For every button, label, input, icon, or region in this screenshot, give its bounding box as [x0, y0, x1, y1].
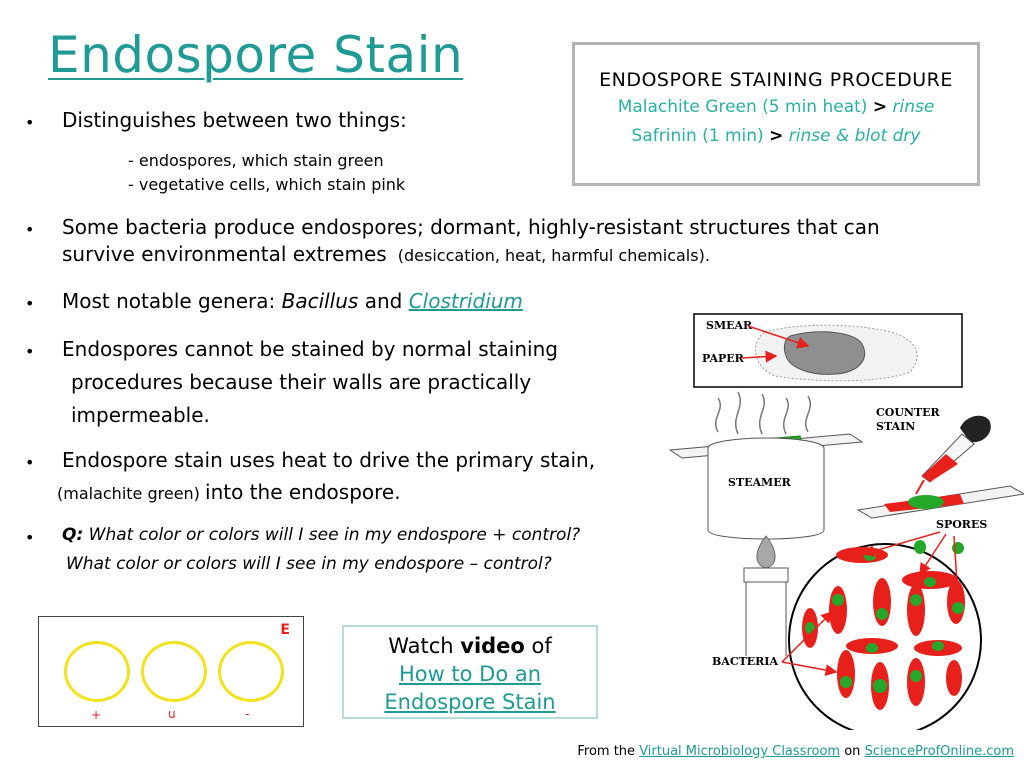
label-spores: SPORES: [936, 518, 988, 531]
procedure-box: [572, 42, 980, 186]
footer-link-site[interactable]: ScienceProfOnline.com: [864, 744, 1014, 759]
label-paper: PAPER: [702, 352, 744, 365]
video-watch: Watch: [388, 634, 454, 658]
footer-link-classroom[interactable]: Virtual Microbiology Classroom: [639, 744, 841, 759]
steam-line: [736, 392, 741, 434]
procedure-step1: [575, 97, 977, 117]
bullet-marker: •: [25, 528, 35, 547]
steam-line: [784, 398, 789, 434]
bullet-marker: •: [25, 453, 35, 472]
label-stain: STAIN: [876, 420, 916, 433]
step2-action: rinse & blot dry: [788, 126, 921, 146]
bullet-distinguishes: Distinguishes between two things:: [62, 108, 407, 132]
control-circle-positive: [64, 641, 130, 702]
step2-arrow: >: [769, 126, 784, 146]
question-line2: What color or colors will I see in my endospore – control?: [66, 554, 552, 574]
procedure-title: ENDOSPORE STAINING PROCEDURE: [599, 69, 953, 91]
step1-arrow: >: [872, 97, 888, 117]
green-clump: [908, 495, 944, 509]
control-label-plus: +: [91, 708, 102, 722]
clostridium-link[interactable]: Clostridium: [408, 289, 523, 313]
sub-endospores-green: - endospores, which stain green: [128, 151, 384, 170]
control-label-minus: -: [245, 707, 250, 721]
bullet-marker: •: [25, 220, 35, 239]
steam-line: [806, 396, 811, 432]
bullet-genera: [62, 289, 523, 313]
step1-stain: Malachite Green (5 min heat): [617, 97, 868, 117]
into-endospore: into the endospore.: [205, 480, 401, 504]
control-circle-negative: [218, 641, 284, 702]
control-label-u: u: [168, 707, 176, 721]
extremes-paren: (desiccation, heat, harmful chemicals).: [397, 246, 710, 265]
video-of: of: [531, 634, 552, 658]
question-plus: What color or colors will I see in my endospore + control?: [88, 525, 581, 545]
sub-vegetative-pink: - vegetative cells, which stain pink: [128, 175, 406, 194]
label-smear: SMEAR: [706, 319, 753, 332]
control-circle-unknown: [141, 641, 207, 702]
footer-on: on: [844, 744, 861, 759]
video-link-line1[interactable]: How to Do an: [398, 662, 542, 686]
step1-action: rinse: [892, 97, 935, 117]
bullet-endospores-line2: [62, 242, 710, 266]
bullet-endospores-line1: Some bacteria produce endospores; dormant, highly-resistant structures that can: [62, 215, 880, 239]
bullet-cannot-line2: procedures because their walls are practically: [71, 370, 532, 394]
burner-flame: [757, 536, 775, 568]
smear-shape: [784, 332, 864, 374]
page-title: Endospore Stain: [48, 26, 464, 84]
bullet-marker: •: [25, 342, 35, 361]
genera-and: and: [364, 289, 403, 313]
steam-line: [760, 394, 765, 434]
steamer-body: [708, 448, 824, 539]
bullet-marker: •: [25, 113, 35, 132]
steam-line: [716, 398, 721, 432]
video-box: [342, 625, 598, 719]
bullet-cannot-line3: impermeable.: [71, 403, 210, 427]
bullet-heat-line2: [57, 480, 401, 504]
malachite-paren: (malachite green): [57, 484, 200, 503]
bullet-cannot-line1: Endospores cannot be stained by normal staining: [62, 337, 558, 361]
video-heading: [344, 632, 596, 660]
video-word: video: [460, 634, 525, 658]
step2-stain: Safrinin (1 min): [631, 126, 764, 146]
question-label: Q:: [62, 525, 84, 545]
footer-prefix: From the: [577, 744, 636, 759]
genus-bacillus: Bacillus: [281, 289, 359, 313]
video-link-line2[interactable]: Endospore Stain: [384, 690, 556, 714]
dropper-icon: [916, 416, 991, 494]
bullet-marker: •: [25, 294, 35, 313]
staining-diagram: [640, 310, 1024, 730]
question-line1: [62, 525, 580, 545]
label-counter: COUNTER: [876, 406, 940, 419]
label-bacteria: BACTERIA: [712, 655, 778, 668]
control-corner-label: E: [280, 622, 290, 638]
label-steamer: STEAMER: [728, 476, 791, 489]
bullet-heat-line1: Endospore stain uses heat to drive the primary stain,: [62, 448, 596, 472]
survive-text: survive environmental extremes: [62, 242, 387, 266]
genera-prefix: Most notable genera:: [62, 289, 276, 313]
footer: [577, 744, 1014, 759]
control-box: [38, 616, 304, 727]
burner-top: [744, 568, 788, 582]
procedure-step2: [575, 126, 977, 146]
